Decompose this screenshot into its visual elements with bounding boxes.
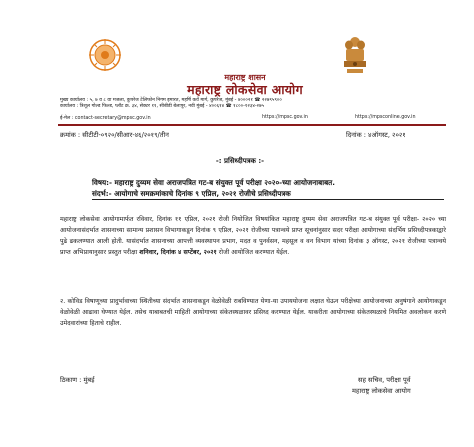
paragraph-1-text: महाराष्ट्र लोकसेवा आयोगामार्फत रविवार, दिनांक ११ एप्रिल, २०२१ रोजी नियोजित विषयांकित महाराष्ट्र दुय्यम सेवा अराजपत्रित गट-ब संयुक्त पूर्व परीक्षा- २०२० च्या आयोजनासंदर्भात शासनाच्या सामान्य प्रशासन विभागाकडून दिनांक ९ एप्रिल, २०२१ रोजीच्या पत्रान्वये प्राप्त सूचनांनुसार सदर परीक्षा आयोगाच्या संदर्भिय प्रसिध्दीपत्रकाद्वारे पुढे ढकलण्यात आली होती. यासंदर्भात शासनाच्या आपत्ती व्यवस्थापन प्रभाग, मदत व पुनर्वसन, महसूल व वन विभाग यांच्या दिनांक ३ ऑगस्ट, २०२१ रोजीच्या पत्रान्वये प्राप्त अभिप्रायानुसार प्रस्तुत परीक्षा [60,216,446,256]
government-name: महाराष्ट्र शासन [224,73,266,82]
signatory-organization: महाराष्ट्र लोकसेवा आयोग [352,387,411,395]
contact-email[interactable]: ई-मेल : contact-secretary@mpsc.gov.in [60,116,151,121]
website-link[interactable]: https://mpsc.gov.in [262,115,308,120]
commission-name: महाराष्ट्र लोकसेवा आयोग [187,82,303,97]
paragraph-1-tail: रोजी आयोजित करण्यात येईल. [216,249,290,256]
reference-line: संदर्भ:- आयोगाचे समक्रमांकाचे दिनांक ९ एप्रिल, २०२१ रोजीचे प्रसिध्दीपत्रक [92,189,291,198]
place: ठिकाण : मुंबई [60,376,95,384]
signatory-designation: सह सचिव, परीक्षा पूर्व [358,376,411,384]
office-address: कार्यालय : त्रिशूल गोल्ड फिल्ड, प्लॉट क्र. ३४, सेक्टर ११, सीबीडी बेलापूर, नवी मुंबई - ४००६१४ ☎ १८००-१२३४-२७५ [60,104,265,109]
mpsc-logo-icon [88,38,122,72]
head-office-address: मुख्य कार्यालय : ५, ७ व ८ वा मजला, कुपरेज टेलिफोन निगम इमारत, महर्षि कर्वे मार्ग, कुपरेज, मुंबई - ४०००२१ ☎ २२७९५९०० [60,98,282,103]
subject-underline [92,199,444,200]
document-type-heading: -: प्रसिध्दीपत्रक :- [215,157,265,165]
body-paragraph-2: २. कोविड विषाणूच्या प्रादुर्भावाच्या स्थितीच्या संदर्भात शासनाकडून वेळोवेळी राबविण्यात येणा-या उपाययोजना लक्षात घेऊन परीक्षेच्या आयोजनाच्या अनुषंगाने आयोगाकडून वेळोवेळी आढावा घेण्यात येईल. तसेच याबाबतची माहिती आयोगाच्या संकेतस्थळावर प्रसिध्द करण्यात येईल. याकरीता आयोगाच्या संकेतस्थळाचे नियमित अवलोकन करणे उमेदवारांच्या हिताचे राहील. [60,298,446,327]
online-website-link[interactable]: https://mpsconline.gov.in [355,115,416,120]
body-paragraph-1 [60,214,446,258]
reference-number: क्रमांक : सीटीटी-०९२०/सीआर-४६/२०१९/तीन [60,131,169,139]
subject-line: विषय:- महाराष्ट्र दुय्यम सेवा अराजपत्रित गट-ब संयुक्त पूर्व परीक्षा २०२०-च्या आयोजनाबाबत. [92,178,336,187]
exam-date-highlight: शनिवार, दिनांक ४ सप्टेंबर, २०२१ [139,249,217,256]
reference-date: दिनांक : ४ऑगस्ट, २०२१ [346,131,406,139]
state-emblem-icon [341,34,369,78]
header-divider [58,124,446,126]
